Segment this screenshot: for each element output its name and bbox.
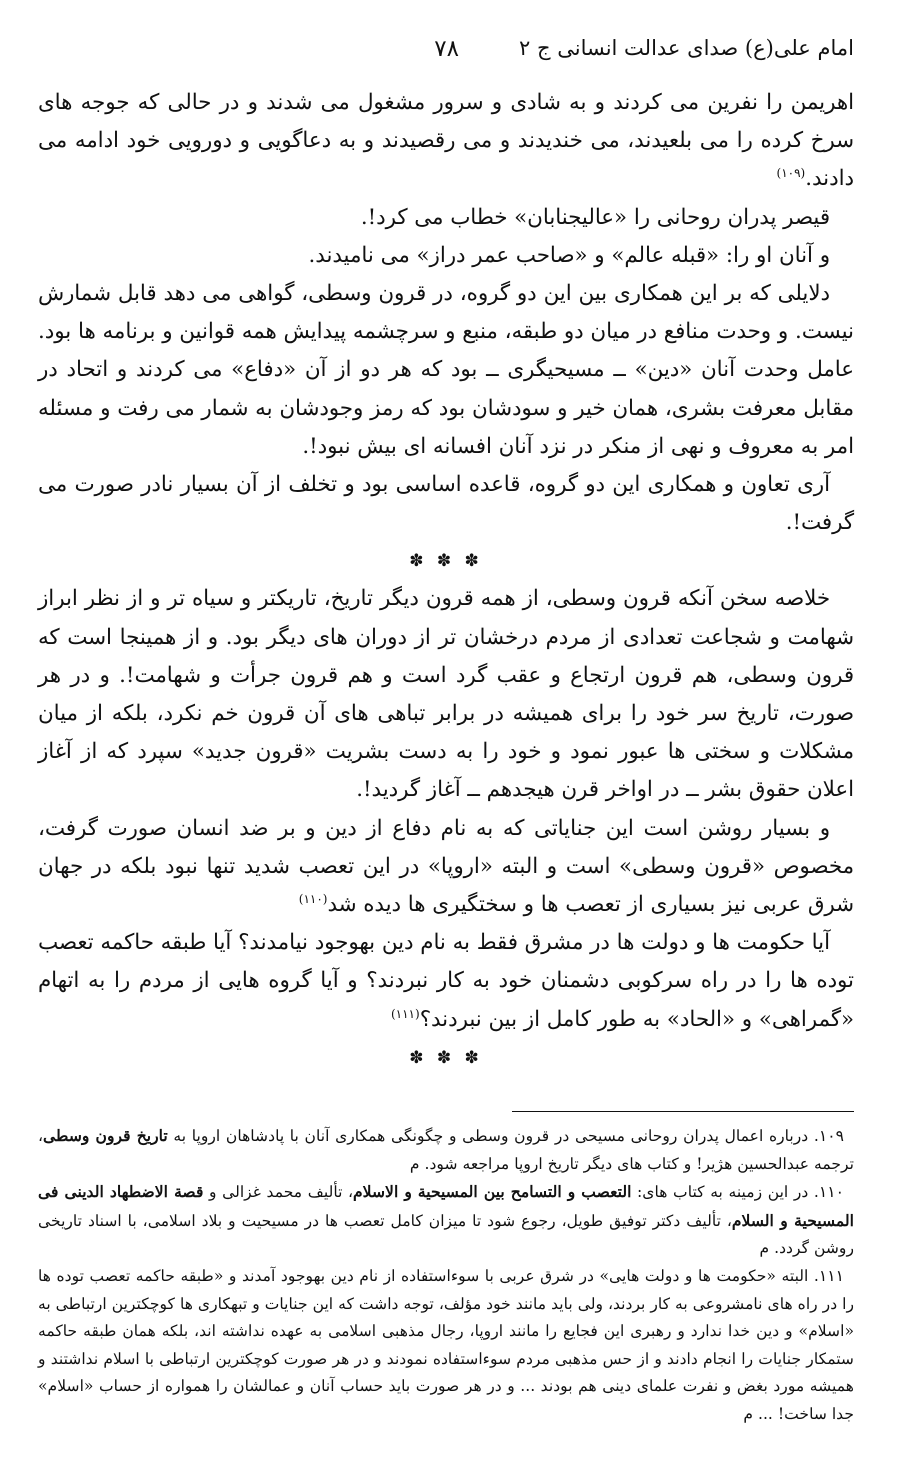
footnote-reference[interactable]: (۱۰۹) xyxy=(776,166,806,181)
paragraph: اهریمن را نفرین می کردند و به شادی و سرور مشغول می شدند و در حالی که جوجه های سرخ کرده را می بلعیدند، می خندیدند و می رقصیدند و به دعاگویی و دورویی خود ادامه می دادند.$^{(۱۰۹)}$ xyxy=(38,90,854,192)
footnote-divider xyxy=(512,1111,854,1112)
paragraph: آیا حکومت ها و دولت ها در مشرق فقط به نام دین بهوجود نیامدند؟ آیا طبقه حاکمه تعصب توده ها را در راه سرکوبی دشمنان خود به کار نبردند؟ و آیا گروه هایی از مردم را به اتهام «گمراهی» و «الحاد» به طور کامل از بین نبردند؟$^{(۱۱۱)}$ xyxy=(38,930,854,1032)
book-page xyxy=(38,0,854,1479)
paragraph: خلاصه سخن آنکه قرون وسطی، از همه قرون دیگر تاریخ، تاریکتر و سیاه تر و از نظر ابراز شهامت و شجاعت تعدادی از مردم درخشان تر از دوران های دیگر بود. و از همینجا است که قرون وسطی، هم قرون ارتجاع و عقب گرد است و هم قرون جرأت و شهامت!. و در هر صورت، تاریخ سر خود را برای همیشه در برابر تباهی های آن قرون خم نکرد، بلکه از میان مشکلات و سختی ها عبور نمود و خود را به دست بشریت «قرون جدید» سپرد که از آغاز اعلان حقوق بشر ــ در اواخر قرن هیجدهم ــ آغاز گردید!. xyxy=(38,586,854,803)
section-separator: ✽ ✽ ✽ xyxy=(409,551,483,572)
footnote: ۱۱۰. در این زمینه به کتاب های: التعصب و التسامح بین المسیحیة و الاسلام، تألیف محمد غزالی و قصة الاضطهاد الدینی فی المسیحیة و السلام، تألیف دکتر توفیق طویل، رجوع شود تا میزان کامل تعصب ها در مسیحیت و بلاد اسلامی، با اسناد تاریخی روشن گردد. م xyxy=(38,1182,854,1258)
paragraph: و بسیار روشن است این جنایاتی که به نام دفاع از دین و بر ضد انسان صورت گرفت، مخصوص «قرون وسطی» است و البته «اروپا» در این تعصب شدید تنها نبود بلکه در جهان شرق عربی نیز بسیاری از تعصب ها و سختگیری ها دیده شد$^{(۱۱۰)}$ xyxy=(38,815,854,918)
footnote-reference[interactable]: (۱۱۰) xyxy=(298,891,328,906)
section-separator: ✽ ✽ ✽ xyxy=(409,1047,483,1068)
paragraph: و آنان او را: «قبله عالم» و «صاحب عمر دراز» می نامیدند. xyxy=(308,242,830,268)
footnote-reference[interactable]: (۱۱۱) xyxy=(390,1006,420,1021)
cited-book-title: التعصب و التسامح بین المسیحیة و الاسلام xyxy=(353,1182,632,1202)
footnote: ۱۰۹. درباره اعمال پدران روحانی مسیحی در قرون وسطی و چگونگی همکاری آنان با پادشاهان اروپا به تاریخ قرون وسطی، ترجمه عبدالحسین هژیر! و کتاب های دیگر تاریخ اروپا مراجعه شود. م xyxy=(38,1126,854,1173)
paragraph: دلایلی که بر این همکاری بین این دو گروه، در قرون وسطی، گواهی می دهد قابل شمارش نیست. و وحدت منافع در میان دو طبقه، منبع و سرچشمه پیدایش همه قوانین و برنامه ها بود. عامل وحدت آنان «دین» ــ مسیحیگری ــ بود که هر دو از آن «دفاع» می کردند و اتحاد در مقابل معرفت بشری، همان خیر و سودشان بود که رمز وجودشان به شمار می رفت و مسئله امر به معروف و نهی از منکر در نزد آنان افسانه ای بیش نبود!. xyxy=(38,281,854,459)
paragraph: آری تعاون و همکاری این دو گروه، قاعده اساسی بود و تخلف از آن بسیار نادر صورت می گرفت!. xyxy=(38,472,854,536)
cited-book-title: قصة الاضطهاد الدینی فی المسیحیة و السلام xyxy=(38,1182,854,1230)
page-header xyxy=(38,36,854,70)
page-number: ۷۸ xyxy=(434,36,459,62)
main-text xyxy=(38,84,854,1077)
footnote: ۱۱۱. البته «حکومت ها و دولت هایی» در شرق عربی با سوءاستفاده از نام دین بهوجود آمدند و «طبقه حاکمه تعصب توده ها را در راه های نامشروعی به کار بردند، ولی باید مانند خود مؤلف، توجه داشت که این جنایات و تبهکاری ها کوچکترین ارتباطی به «اسلام» و دین خدا ندارد و رهبری این فجایع را مانند اروپا، رجال مذهبی اسلامی به عهده نداشته اند، بلکه همان طبقه حاکمه ستمکار جنایات را انجام دادند و از حس مذهبی مردم سوءاستفاده نمودند و در هر صورت کوچکترین ارتباطی با اسلام نداشتند و همیشه مورد بغض و نفرت علمای دینی هم بودند ... و در هر صورت باید حساب آنان و عمالشان را همواره از حساب «اسلام» جدا ساخت! ... م xyxy=(38,1266,854,1423)
footnotes xyxy=(38,1122,854,1429)
running-title: امام علی(ع) صدای عدالت انسانی ج ۲ xyxy=(519,36,854,60)
cited-book-title: تاریخ قرون وسطی xyxy=(43,1126,168,1145)
paragraph: قیصر پدران روحانی را «عالیجنابان» خطاب می کرد!. xyxy=(360,204,830,230)
